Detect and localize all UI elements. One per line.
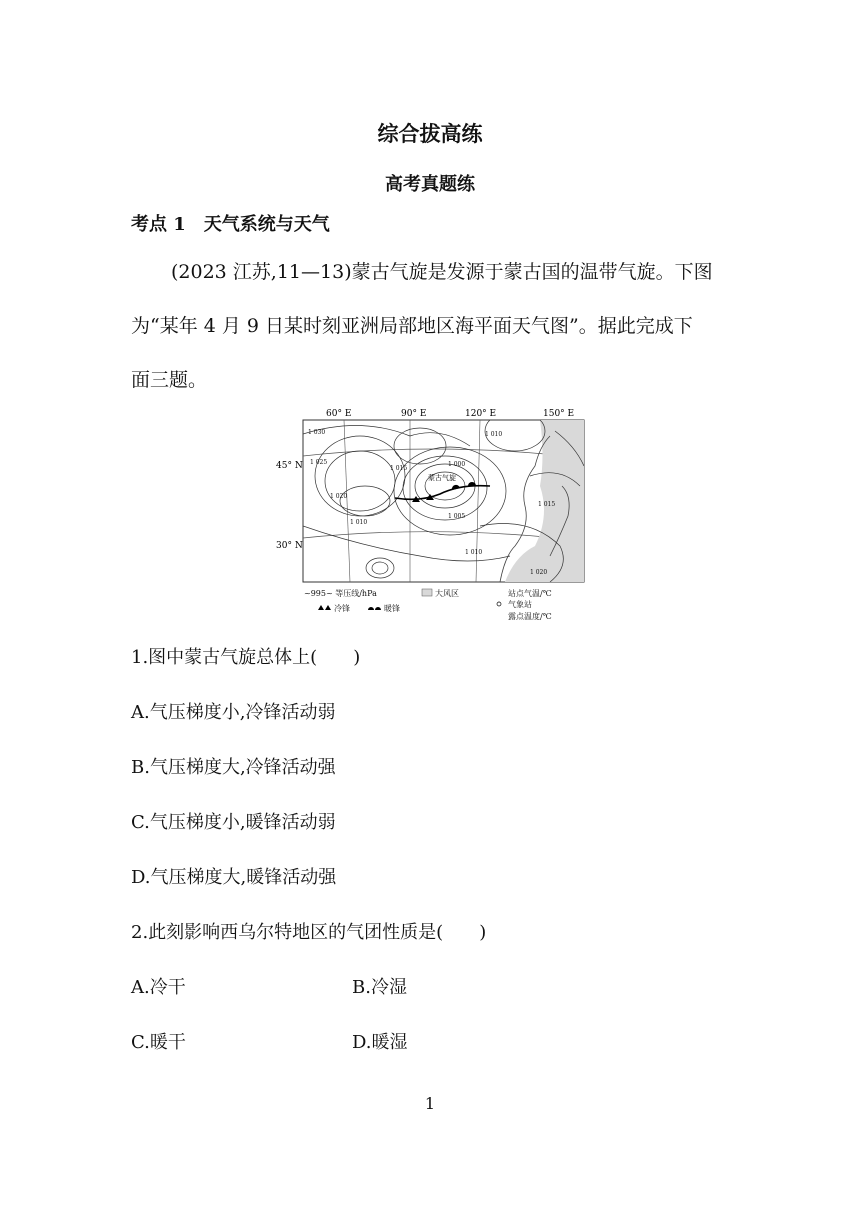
isobar-label: 1 010 (350, 519, 368, 526)
legend-station: 气象站 (508, 600, 532, 609)
isobar-label: 1 025 (310, 459, 328, 466)
legend-dew-point: 露点温度/℃ (508, 612, 552, 621)
lon-label: 60° E (326, 409, 352, 419)
intro-line-3: 面三题。 (131, 369, 208, 391)
page-number: 1 (424, 1094, 436, 1113)
intro-line-2: 为“某年 4 月 9 日某时刻亚洲局部地区海平面天气图”。据此完成下 (131, 315, 693, 337)
isobar-label: 1 015 (538, 501, 556, 508)
question-2-option-b: B.冷湿 (352, 977, 407, 998)
isobar-label: 1 030 (308, 429, 326, 436)
lon-label: 150° E (543, 409, 575, 419)
isobar-label: 1 005 (448, 513, 466, 520)
isobar-label: 1 020 (530, 569, 548, 576)
section-heading: 考点 1 天气系统与天气 (131, 214, 330, 235)
legend-cold-front: 冷锋 (334, 604, 350, 613)
isobar-label: 1 010 (465, 549, 483, 556)
question-1-option-d: D.气压梯度大,暖锋活动强 (131, 867, 337, 888)
intro-line-1: (2023 江苏,11—13)蒙古气旋是发源于蒙古国的温带气旋。下图 (171, 261, 713, 283)
page-title: 综合拔高练 (377, 121, 483, 146)
isobar-label: 1 020 (330, 493, 348, 500)
legend-wind: 大风区 (435, 589, 459, 598)
question-2-option-d: D.暖湿 (352, 1032, 408, 1053)
question-1-option-a: A.气压梯度小,冷锋活动弱 (131, 702, 336, 723)
weather-map (276, 406, 588, 626)
question-2-option-a: A.冷干 (131, 977, 186, 998)
cyclone-label: 蒙古气旋 (428, 474, 456, 482)
legend-warm-front: 暖锋 (384, 604, 400, 613)
lon-label: 90° E (401, 409, 427, 419)
question-1-option-c: C.气压梯度小,暖锋活动弱 (131, 812, 336, 833)
question-1-stem: 1.图中蒙古气旋总体上( ) (131, 647, 361, 668)
lat-label: 45° N (276, 461, 303, 471)
legend-station-temp: 站点气温/℃ (508, 589, 552, 598)
isobar-label: 1 015 (390, 465, 408, 472)
legend-isobar: ~995~ 等压线/hPa (304, 589, 377, 598)
lon-label: 120° E (465, 409, 497, 419)
question-2-option-c: C.暖干 (131, 1032, 186, 1053)
isobar-label: 1 000 (448, 461, 466, 468)
lat-label: 30° N (276, 541, 303, 551)
question-2-stem: 2.此刻影响西乌尔特地区的气团性质是( ) (131, 922, 487, 943)
isobar-label: 1 010 (485, 431, 503, 438)
question-1-option-b: B.气压梯度大,冷锋活动强 (131, 757, 336, 778)
page-subtitle: 高考真题练 (385, 174, 475, 195)
